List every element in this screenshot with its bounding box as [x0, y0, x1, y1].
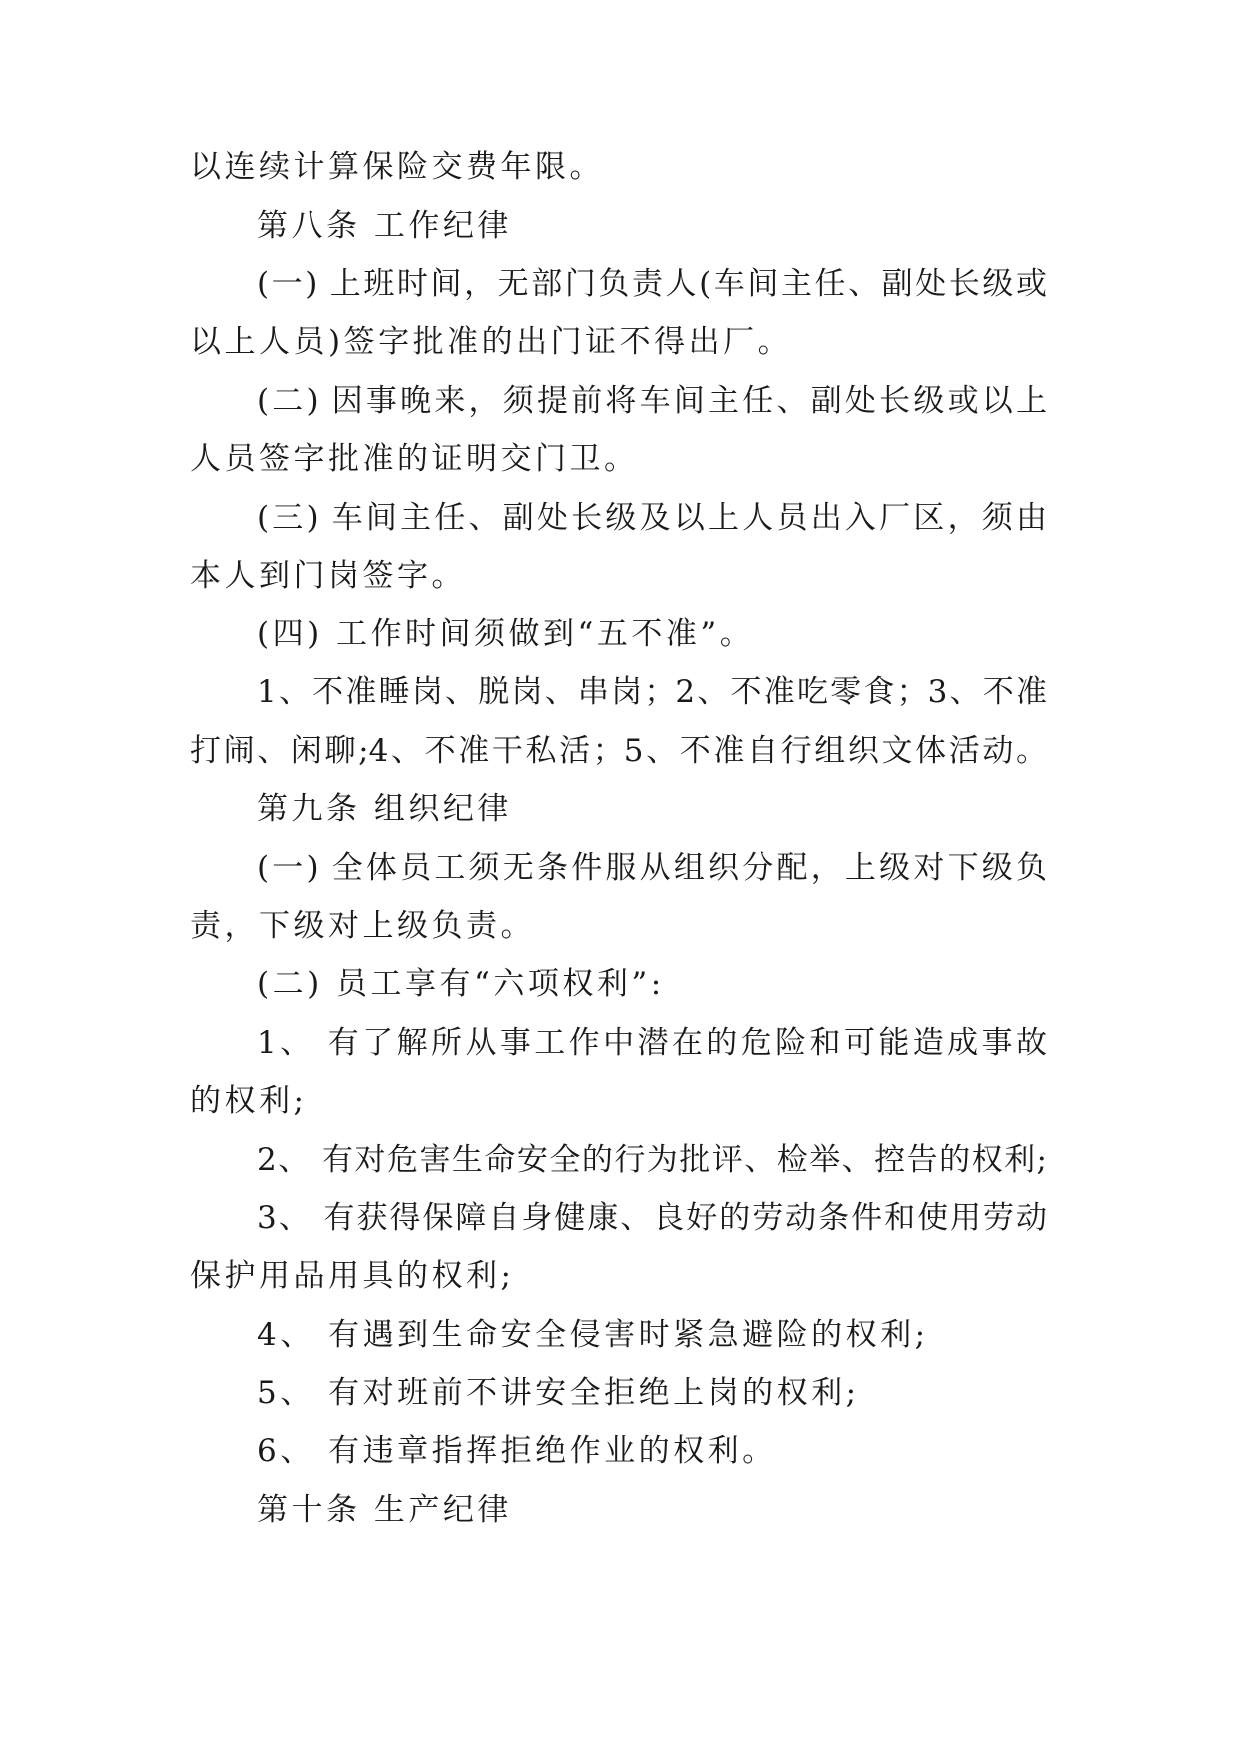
text-line: 的权利; [190, 1083, 308, 1119]
text-line: (四) 工作时间须做到“五不准”。 [257, 616, 755, 652]
article-heading: 第八条 工作纪律 [257, 208, 512, 244]
text-line: 5、 有对班前不讲安全拒绝上岗的权利; [257, 1375, 860, 1411]
text-line: 责，下级对上级负责。 [190, 908, 535, 944]
text-line: 6、 有违章指挥拒绝作业的权利。 [257, 1433, 777, 1469]
text-line: 打闹、闲聊;4、不准干私活；5、不准自行组织文体活动。 [190, 733, 1047, 769]
text-line: (一) 上班时间，无部门负责人(车间主任、副处长级或 [257, 266, 1047, 302]
text-line: (三) 车间主任、副处长级及以上人员出入厂区，须由 [257, 500, 1047, 536]
text-line: 1、 有了解所从事工作中潜在的危险和可能造成事故 [257, 1025, 1047, 1061]
text-line: 1、不准睡岗、脱岗、串岗；2、不准吃零食；3、不准 [257, 674, 1047, 710]
text-line: 保护用品用具的权利; [190, 1258, 515, 1294]
article-heading: 第九条 组织纪律 [257, 791, 512, 827]
text-line: 2、 有对危害生命安全的行为批评、检举、控告的权利; [257, 1142, 1047, 1178]
text-line: (二) 员工享有“六项权利”: [257, 966, 665, 1002]
text-line: 以上人员)签字批准的出门证不得出厂。 [190, 324, 793, 360]
text-line: (一) 全体员工须无条件服从组织分配，上级对下级负 [257, 850, 1047, 886]
text-line: 以连续计算保险交费年限。 [190, 149, 604, 185]
article-heading: 第十条 生产纪律 [257, 1492, 512, 1528]
text-line: 人员签字批准的证明交门卫。 [190, 441, 639, 477]
text-line: 4、 有遇到生命安全侵害时紧急避险的权利; [257, 1317, 929, 1353]
text-line: 本人到门岗签字。 [190, 558, 466, 594]
text-line: (二) 因事晚来，须提前将车间主任、副处长级或以上 [257, 383, 1047, 419]
text-line: 3、 有获得保障自身健康、良好的劳动条件和使用劳动 [257, 1200, 1047, 1236]
